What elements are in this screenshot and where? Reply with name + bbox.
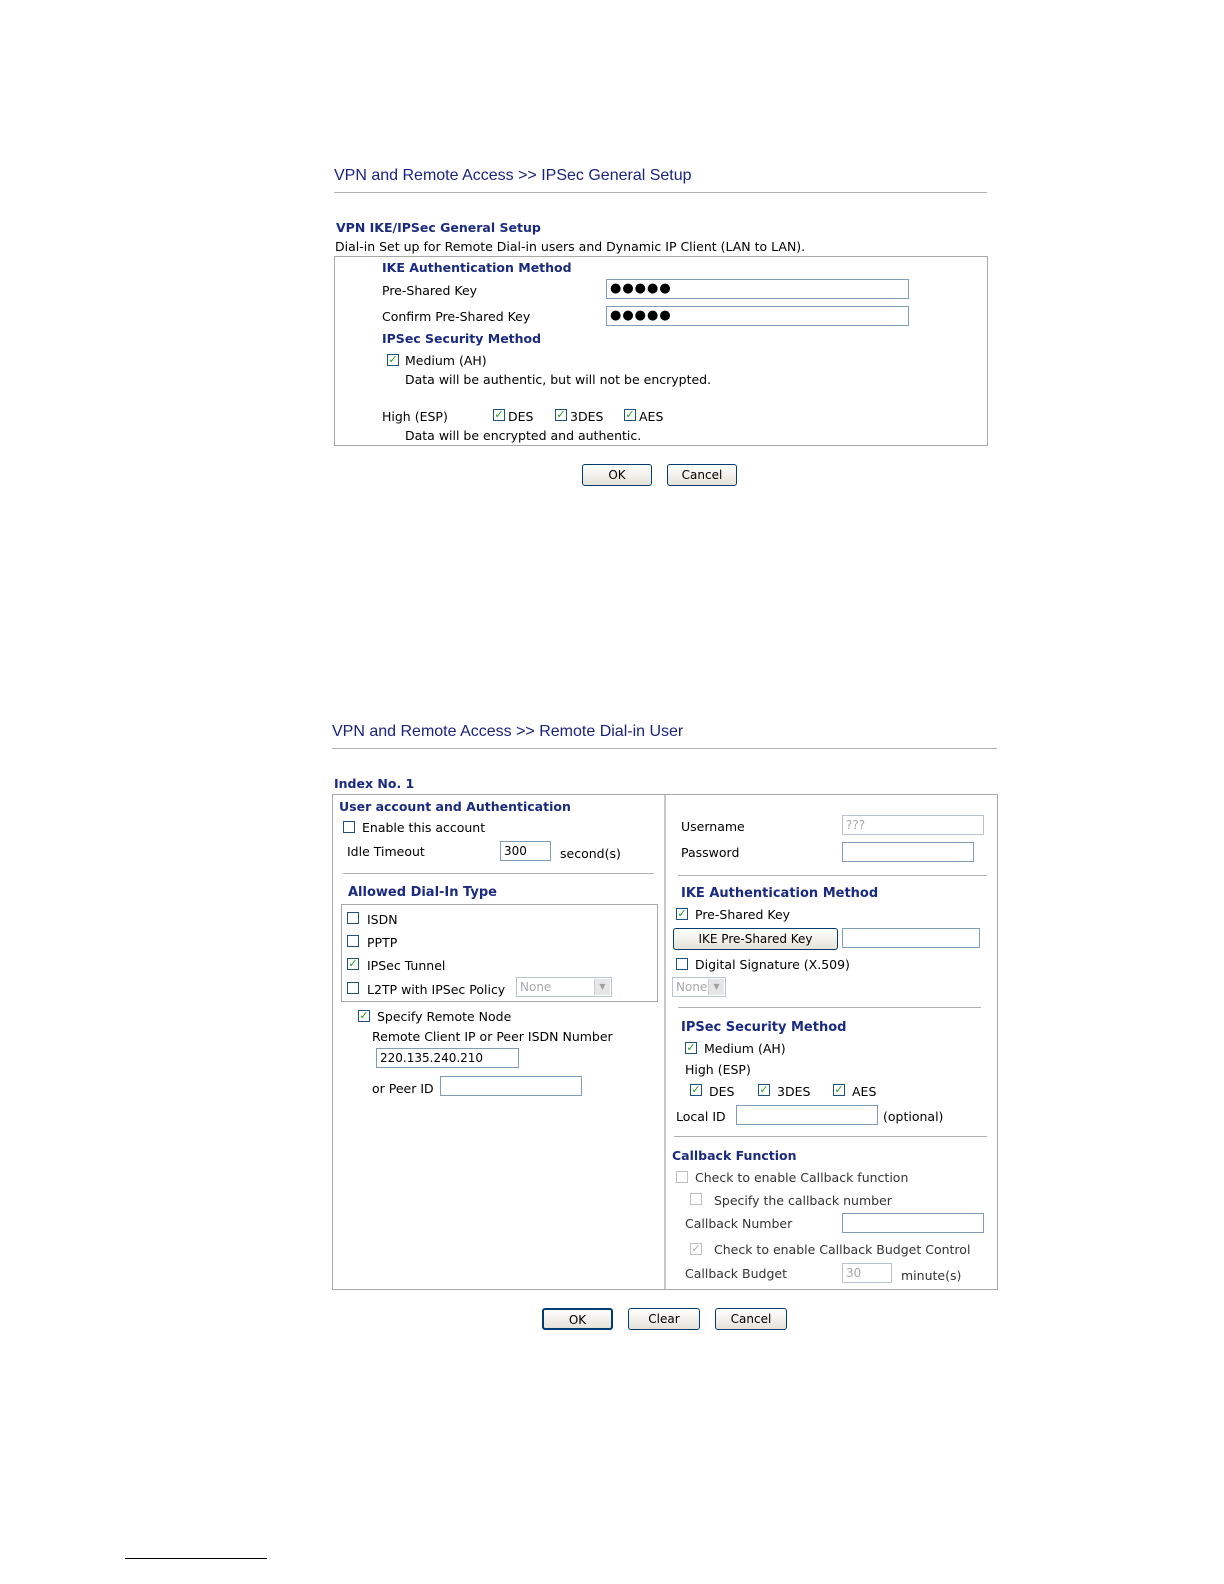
general-settings-panel xyxy=(334,256,988,446)
ipsec-tunnel-label: IPSec Tunnel xyxy=(367,958,446,973)
general-psk-label: Pre-Shared Key xyxy=(382,283,478,298)
l2tp-policy-value: None xyxy=(520,980,552,994)
callback-specify-checkbox[interactable] xyxy=(690,1193,702,1205)
general-aes-checkbox[interactable]: ✓ xyxy=(625,408,635,421)
psk-checkbox[interactable]: ✓ xyxy=(677,907,687,920)
des-checkbox[interactable]: ✓ xyxy=(691,1083,701,1096)
dialin-index-label: Index No. 1 xyxy=(334,776,415,791)
psk-label: Pre-Shared Key xyxy=(695,907,791,922)
callback-enable-checkbox[interactable] xyxy=(676,1171,688,1183)
left-divider-1 xyxy=(343,873,654,874)
password-label: Password xyxy=(681,845,740,860)
username-input[interactable]: ??? xyxy=(842,815,984,835)
general-psk-input[interactable]: ●●●●● xyxy=(606,279,909,299)
l2tp-label: L2TP with IPSec Policy xyxy=(367,982,506,997)
aes-checkbox[interactable]: ✓ xyxy=(834,1083,844,1096)
general-high-label: High (ESP) xyxy=(382,409,448,424)
general-aes-label: AES xyxy=(639,409,664,424)
ipsec-tunnel-checkbox[interactable]: ✓ xyxy=(348,957,358,970)
local-id-optional: (optional) xyxy=(883,1109,944,1124)
callback-number-input[interactable] xyxy=(842,1213,984,1233)
dialin-page-title: VPN and Remote Access >> Remote Dial-in User xyxy=(332,723,684,740)
general-high-note: Data will be encrypted and authentic. xyxy=(405,428,642,443)
callback-budget-unit: minute(s) xyxy=(901,1268,962,1283)
callback-enable-label: Check to enable Callback function xyxy=(695,1170,909,1185)
general-confirm-psk-label: Confirm Pre-Shared Key xyxy=(382,309,531,324)
aes-label: AES xyxy=(852,1084,877,1099)
general-medium-checkbox[interactable]: ✓ xyxy=(388,353,398,366)
specify-remote-node-checkbox[interactable]: ✓ xyxy=(359,1009,369,1022)
column-divider xyxy=(664,795,666,1289)
high-esp-label: High (ESP) xyxy=(685,1062,751,1077)
dialin-clear-button[interactable]: Clear xyxy=(628,1308,700,1330)
peer-id-label: or Peer ID xyxy=(372,1081,434,1096)
callback-heading: Callback Function xyxy=(672,1148,797,1163)
callback-number-label: Callback Number xyxy=(685,1216,793,1231)
l2tp-checkbox[interactable] xyxy=(347,982,359,994)
enable-account-label: Enable this account xyxy=(362,820,486,835)
ike-psk-input[interactable] xyxy=(842,928,980,948)
3des-checkbox[interactable]: ✓ xyxy=(759,1083,769,1096)
idle-timeout-input[interactable]: 300 xyxy=(500,841,551,861)
pptp-checkbox[interactable] xyxy=(347,935,359,947)
dialin-title-divider xyxy=(332,748,997,749)
general-3des-checkbox[interactable]: ✓ xyxy=(556,408,566,421)
ike-auth-heading: IKE Authentication Method xyxy=(681,886,879,901)
general-medium-label: Medium (AH) xyxy=(405,353,487,368)
allowed-dialin-heading: Allowed Dial-In Type xyxy=(348,885,497,900)
ike-psk-button[interactable]: IKE Pre-Shared Key xyxy=(673,928,838,950)
general-des-checkbox[interactable]: ✓ xyxy=(494,408,504,421)
specify-remote-node-label: Specify Remote Node xyxy=(377,1009,512,1024)
general-description: Dial-in Set up for Remote Dial-in users and Dynamic IP Client (LAN to LAN). xyxy=(335,239,806,254)
isdn-checkbox[interactable] xyxy=(347,912,359,924)
remote-ip-label: Remote Client IP or Peer ISDN Number xyxy=(372,1029,613,1044)
dialin-cancel-button[interactable]: Cancel xyxy=(715,1308,787,1330)
callback-budget-label: Callback Budget xyxy=(685,1266,787,1281)
callback-budget-input[interactable]: 30 xyxy=(842,1263,892,1283)
digital-signature-label: Digital Signature (X.509) xyxy=(695,957,850,972)
general-section-title: VPN IKE/IPSec General Setup xyxy=(336,220,541,235)
local-id-input[interactable] xyxy=(736,1105,878,1125)
general-confirm-psk-input[interactable]: ●●●●● xyxy=(606,306,909,326)
allowed-dialin-group xyxy=(341,904,658,1002)
password-input[interactable] xyxy=(842,842,974,862)
chevron-down-icon: ▼ xyxy=(594,979,610,995)
digital-signature-checkbox[interactable] xyxy=(676,958,688,970)
remote-ip-input[interactable]: 220.135.240.210 xyxy=(376,1048,519,1068)
des-label: DES xyxy=(709,1084,735,1099)
general-title-divider xyxy=(334,192,987,193)
chevron-down-icon: ▼ xyxy=(708,979,724,995)
general-medium-note: Data will be authentic, but will not be encrypted. xyxy=(405,372,712,387)
general-ok-button[interactable]: OK xyxy=(582,464,652,486)
footnote-separator xyxy=(125,1558,267,1559)
medium-ah-checkbox[interactable]: ✓ xyxy=(686,1041,696,1054)
general-ipsec-heading: IPSec Security Method xyxy=(382,331,542,346)
enable-account-checkbox[interactable] xyxy=(343,821,355,833)
pptp-label: PPTP xyxy=(367,935,398,950)
digital-signature-value: None xyxy=(676,980,708,994)
dialin-ok-button[interactable]: OK xyxy=(542,1308,613,1330)
ipsec-security-heading: IPSec Security Method xyxy=(681,1020,847,1035)
isdn-label: ISDN xyxy=(367,912,398,927)
general-page-title: VPN and Remote Access >> IPSec General Setup xyxy=(334,167,692,184)
local-id-label: Local ID xyxy=(676,1109,726,1124)
idle-timeout-label: Idle Timeout xyxy=(347,844,425,859)
general-cancel-button[interactable]: Cancel xyxy=(667,464,737,486)
general-des-label: DES xyxy=(508,409,534,424)
3des-label: 3DES xyxy=(777,1084,811,1099)
callback-specify-label: Specify the callback number xyxy=(714,1193,892,1208)
medium-ah-label: Medium (AH) xyxy=(704,1041,786,1056)
peer-id-input[interactable] xyxy=(440,1076,582,1096)
general-3des-label: 3DES xyxy=(570,409,604,424)
budget-control-checkbox[interactable]: ✓ xyxy=(691,1242,701,1255)
general-ike-heading: IKE Authentication Method xyxy=(382,260,572,275)
l2tp-policy-select[interactable] xyxy=(516,977,612,997)
right-divider-1 xyxy=(678,875,987,876)
digital-signature-select[interactable] xyxy=(672,977,726,997)
dialin-settings-panel xyxy=(332,794,998,1290)
account-heading: User account and Authentication xyxy=(339,799,571,814)
right-divider-2 xyxy=(678,1007,981,1008)
right-divider-3 xyxy=(674,1136,987,1137)
username-label: Username xyxy=(681,819,745,834)
budget-control-label: Check to enable Callback Budget Control xyxy=(714,1242,971,1257)
idle-timeout-unit: second(s) xyxy=(560,846,621,861)
